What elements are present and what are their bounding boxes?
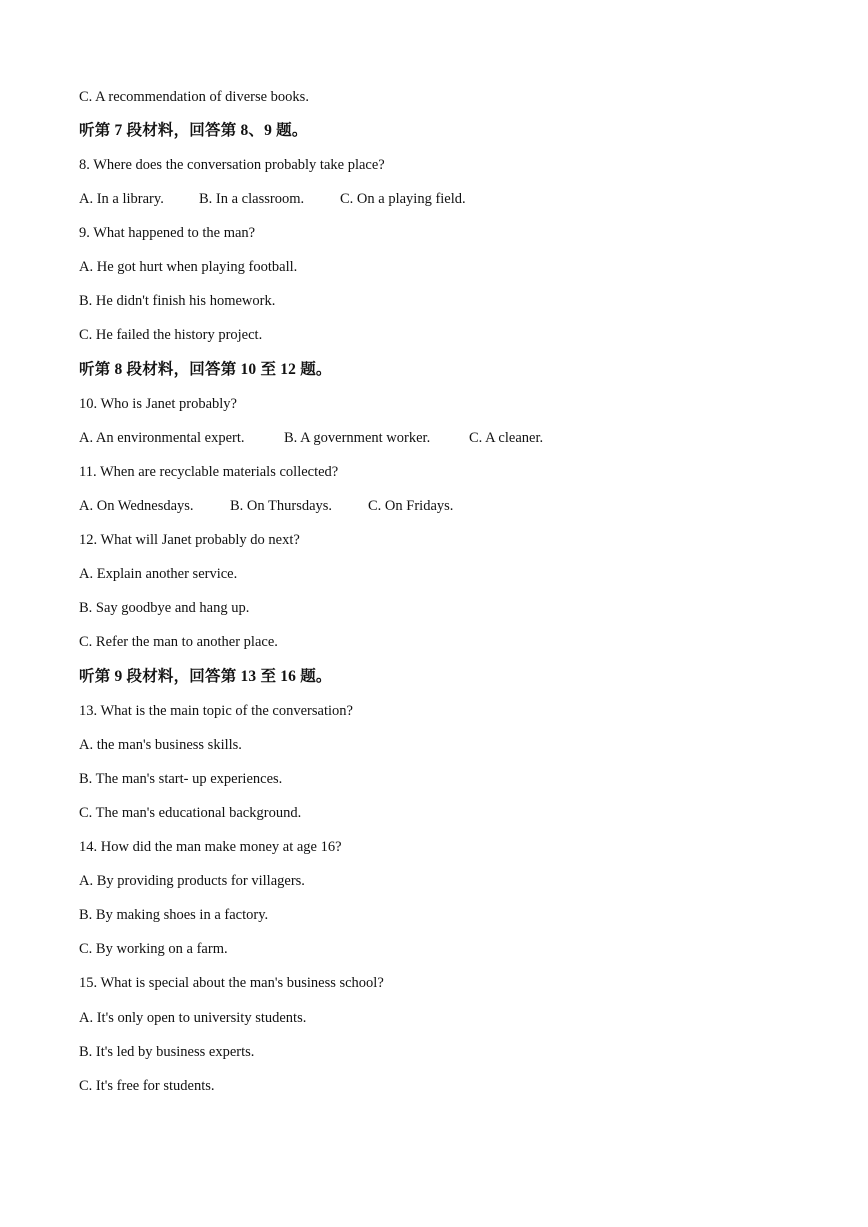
question-text: 9. What happened to the man?: [79, 225, 256, 241]
question-text: 12. What will Janet probably do next?: [79, 532, 300, 548]
answer-option: A. On Wednesdays.: [79, 498, 194, 514]
answer-option: A. An environmental expert.: [79, 430, 245, 446]
answer-option: B. In a classroom.: [199, 191, 305, 207]
answer-option: B. He didn't finish his homework.: [79, 293, 276, 309]
section-heading: 听第 9 段材料，回答第 13 至 16 题。: [79, 668, 332, 685]
answer-option: C. Refer the man to another place.: [79, 634, 278, 650]
answer-option: C. A recommendation of diverse books.: [79, 89, 309, 105]
answer-option: A. By providing products for villagers.: [79, 873, 305, 889]
options-row: [79, 428, 543, 448]
answer-option: C. The man's educational background.: [79, 805, 302, 821]
answer-option: C. On a playing field.: [340, 191, 466, 207]
answer-option: C. By working on a farm.: [79, 941, 228, 957]
question-text: 8. Where does the conversation probably take place?: [79, 157, 385, 173]
question-text: 10. Who is Janet probably?: [79, 396, 237, 412]
answer-option: B. A government worker.: [284, 430, 431, 446]
options-row: [79, 496, 453, 516]
answer-option: B. Say goodbye and hang up.: [79, 600, 250, 616]
answer-option: B. By making shoes in a factory.: [79, 907, 269, 923]
section-heading: 听第 8 段材料，回答第 10 至 12 题。: [79, 361, 332, 378]
answer-option: C. On Fridays.: [368, 498, 454, 514]
answer-option: C. He failed the history project.: [79, 327, 263, 343]
answer-option: A. He got hurt when playing football.: [79, 259, 298, 275]
answer-option: A. the man's business skills.: [79, 737, 242, 753]
section-heading: 听第 7 段材料，回答第 8、9 题。: [79, 122, 308, 139]
question-text: 15. What is special about the man's business school?: [79, 975, 384, 991]
answer-option: A. Explain another service.: [79, 566, 238, 582]
answer-option: A. In a library.: [79, 191, 164, 207]
question-text: 11. When are recyclable materials collected?: [79, 464, 339, 480]
answer-option: B. It's led by business experts.: [79, 1044, 255, 1060]
options-row: [79, 189, 466, 209]
answer-option: C. A cleaner.: [469, 430, 544, 446]
question-text: 13. What is the main topic of the conversation?: [79, 703, 353, 719]
answer-option: B. On Thursdays.: [230, 498, 333, 514]
answer-option: A. It's only open to university students.: [79, 1010, 307, 1026]
question-text: 14. How did the man make money at age 16?: [79, 839, 342, 855]
answer-option: B. The man's start- up experiences.: [79, 771, 283, 787]
answer-option: C. It's free for students.: [79, 1078, 215, 1094]
